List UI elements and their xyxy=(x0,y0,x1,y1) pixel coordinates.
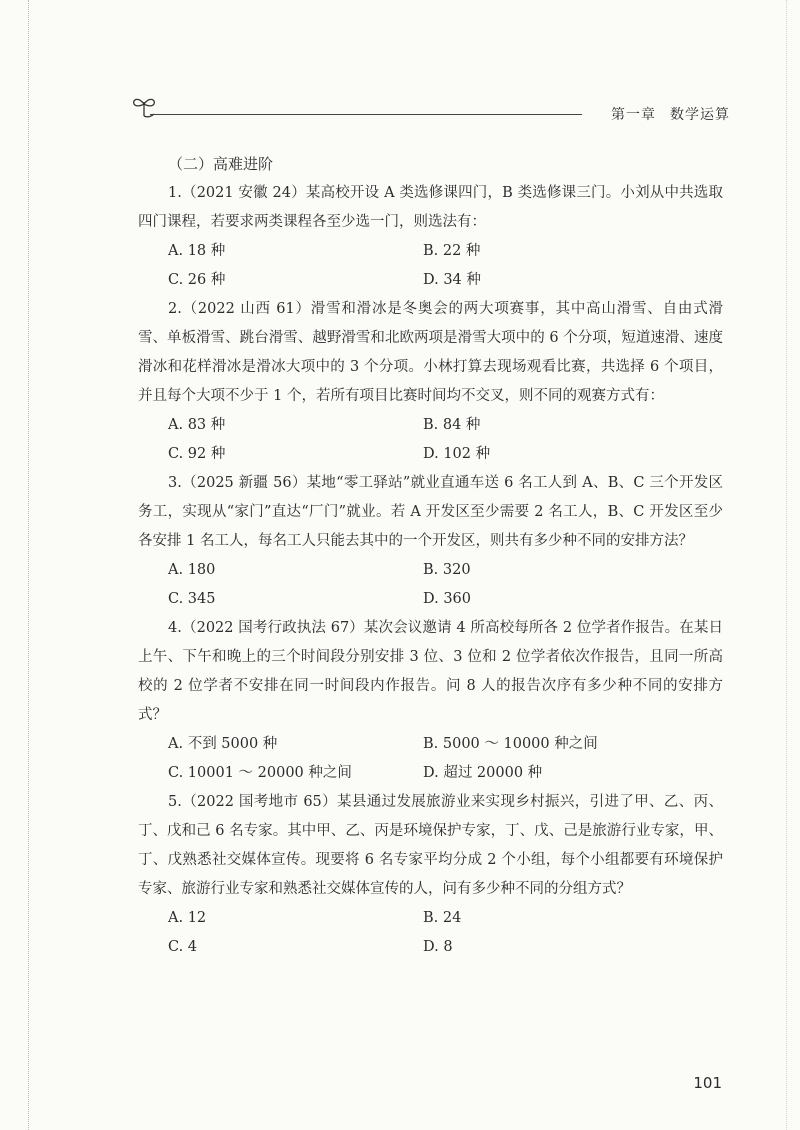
chapter-name: 数学运算 xyxy=(670,107,730,123)
page-header xyxy=(130,92,730,126)
option-a: A. 12 xyxy=(168,910,207,926)
option-b: B. 24 xyxy=(423,910,462,926)
question-3 xyxy=(138,469,723,614)
option-b: B. 22 种 xyxy=(423,243,481,259)
option-list xyxy=(138,237,723,295)
page-content xyxy=(138,150,723,962)
sprout-icon xyxy=(130,92,160,122)
option-b: B. 84 种 xyxy=(423,417,481,433)
question-5 xyxy=(138,788,723,962)
option-list xyxy=(138,556,723,614)
question-text: 2.（2022 山西 61）滑雪和滑冰是冬奥会的两大项赛事，其中高山滑雪、自由式滑雪、单板滑雪、跳台滑雪、越野滑雪和北欧两项是滑雪大项中的 6 个分项，短道速滑、速度滑冰和花样滑冰是滑冰大项中的 3 个分项。小林打算去现场观看比赛，共选择 6 个项目，并且每个大项不少于 1 个，若所有项目比赛时间均不交叉，则不同的观赛方式有： xyxy=(138,301,723,404)
option-a: A. 不到 5000 种 xyxy=(168,736,278,752)
option-d: D. 360 xyxy=(423,591,472,607)
chapter-title xyxy=(611,104,730,124)
section-title: （二）高难进阶 xyxy=(168,155,274,173)
chapter-number: 第一章 xyxy=(611,107,656,123)
option-b: B. 320 xyxy=(423,562,471,578)
page-number: 101 xyxy=(693,1074,722,1092)
option-c: C. 26 种 xyxy=(168,272,226,288)
header-rule xyxy=(150,114,582,115)
option-c: C. 4 xyxy=(168,939,198,955)
option-d: D. 8 xyxy=(423,939,453,955)
scan-edge-right xyxy=(786,0,788,1130)
question-text: 4.（2022 国考行政执法 67）某次会议邀请 4 所高校每所各 2 位学者作报告。在某日上午、下午和晚上的三个时间段分别安排 3 位、3 位和 2 位学者依次作报告，且同一所高校的 2 位学者不安排在同一时间段内作报告。问 8 人的报告次序有多少种不同的安排方式？ xyxy=(138,620,723,723)
question-4 xyxy=(138,614,723,788)
question-text: 5.（2022 国考地市 65）某县通过发展旅游业来实现乡村振兴，引进了甲、乙、丙、丁、戊和己 6 名专家。其中甲、乙、丙是环境保护专家，丁、戊、己是旅游行业专家，甲、丁、戊熟悉社交媒体宣传。现要将 6 名专家平均分成 2 个小组，每个小组都要有环境保护专家、旅游行业专家和熟悉社交媒体宣传的人，问有多少种不同的分组方式？ xyxy=(138,794,723,897)
option-list xyxy=(138,411,723,469)
option-a: A. 18 种 xyxy=(168,243,226,259)
option-a: A. 83 种 xyxy=(168,417,226,433)
question-text: 3.（2025 新疆 56）某地“零工驿站”就业直通车送 6 名工人到 A、B、C 三个开发区务工，实现从“家门”直达“厂门”就业。若 A 开发区至少需要 2 名工人，B、C 开发区至少各安排 1 名工人，每名工人只能去其中的一个开发区，则共有多少种不同的安排方法？ xyxy=(138,475,723,549)
option-c: C. 10001 ～ 20000 种之间 xyxy=(168,765,352,781)
scan-edge-left xyxy=(28,0,30,1130)
option-d: D. 34 种 xyxy=(423,272,481,288)
option-d: D. 超过 20000 种 xyxy=(423,765,543,781)
option-c: C. 92 种 xyxy=(168,446,226,462)
option-list xyxy=(138,730,723,788)
question-1 xyxy=(138,179,723,295)
option-list xyxy=(138,904,723,962)
option-a: A. 180 xyxy=(168,562,216,578)
option-c: C. 345 xyxy=(168,591,216,607)
question-2 xyxy=(138,295,723,469)
option-b: B. 5000 ～ 10000 种之间 xyxy=(423,736,598,752)
question-text: 1.（2021 安徽 24）某高校开设 A 类选修课四门，B 类选修课三门。小刘从中共选取四门课程，若要求两类课程各至少选一门，则选法有： xyxy=(138,185,723,230)
option-d: D. 102 种 xyxy=(423,446,491,462)
